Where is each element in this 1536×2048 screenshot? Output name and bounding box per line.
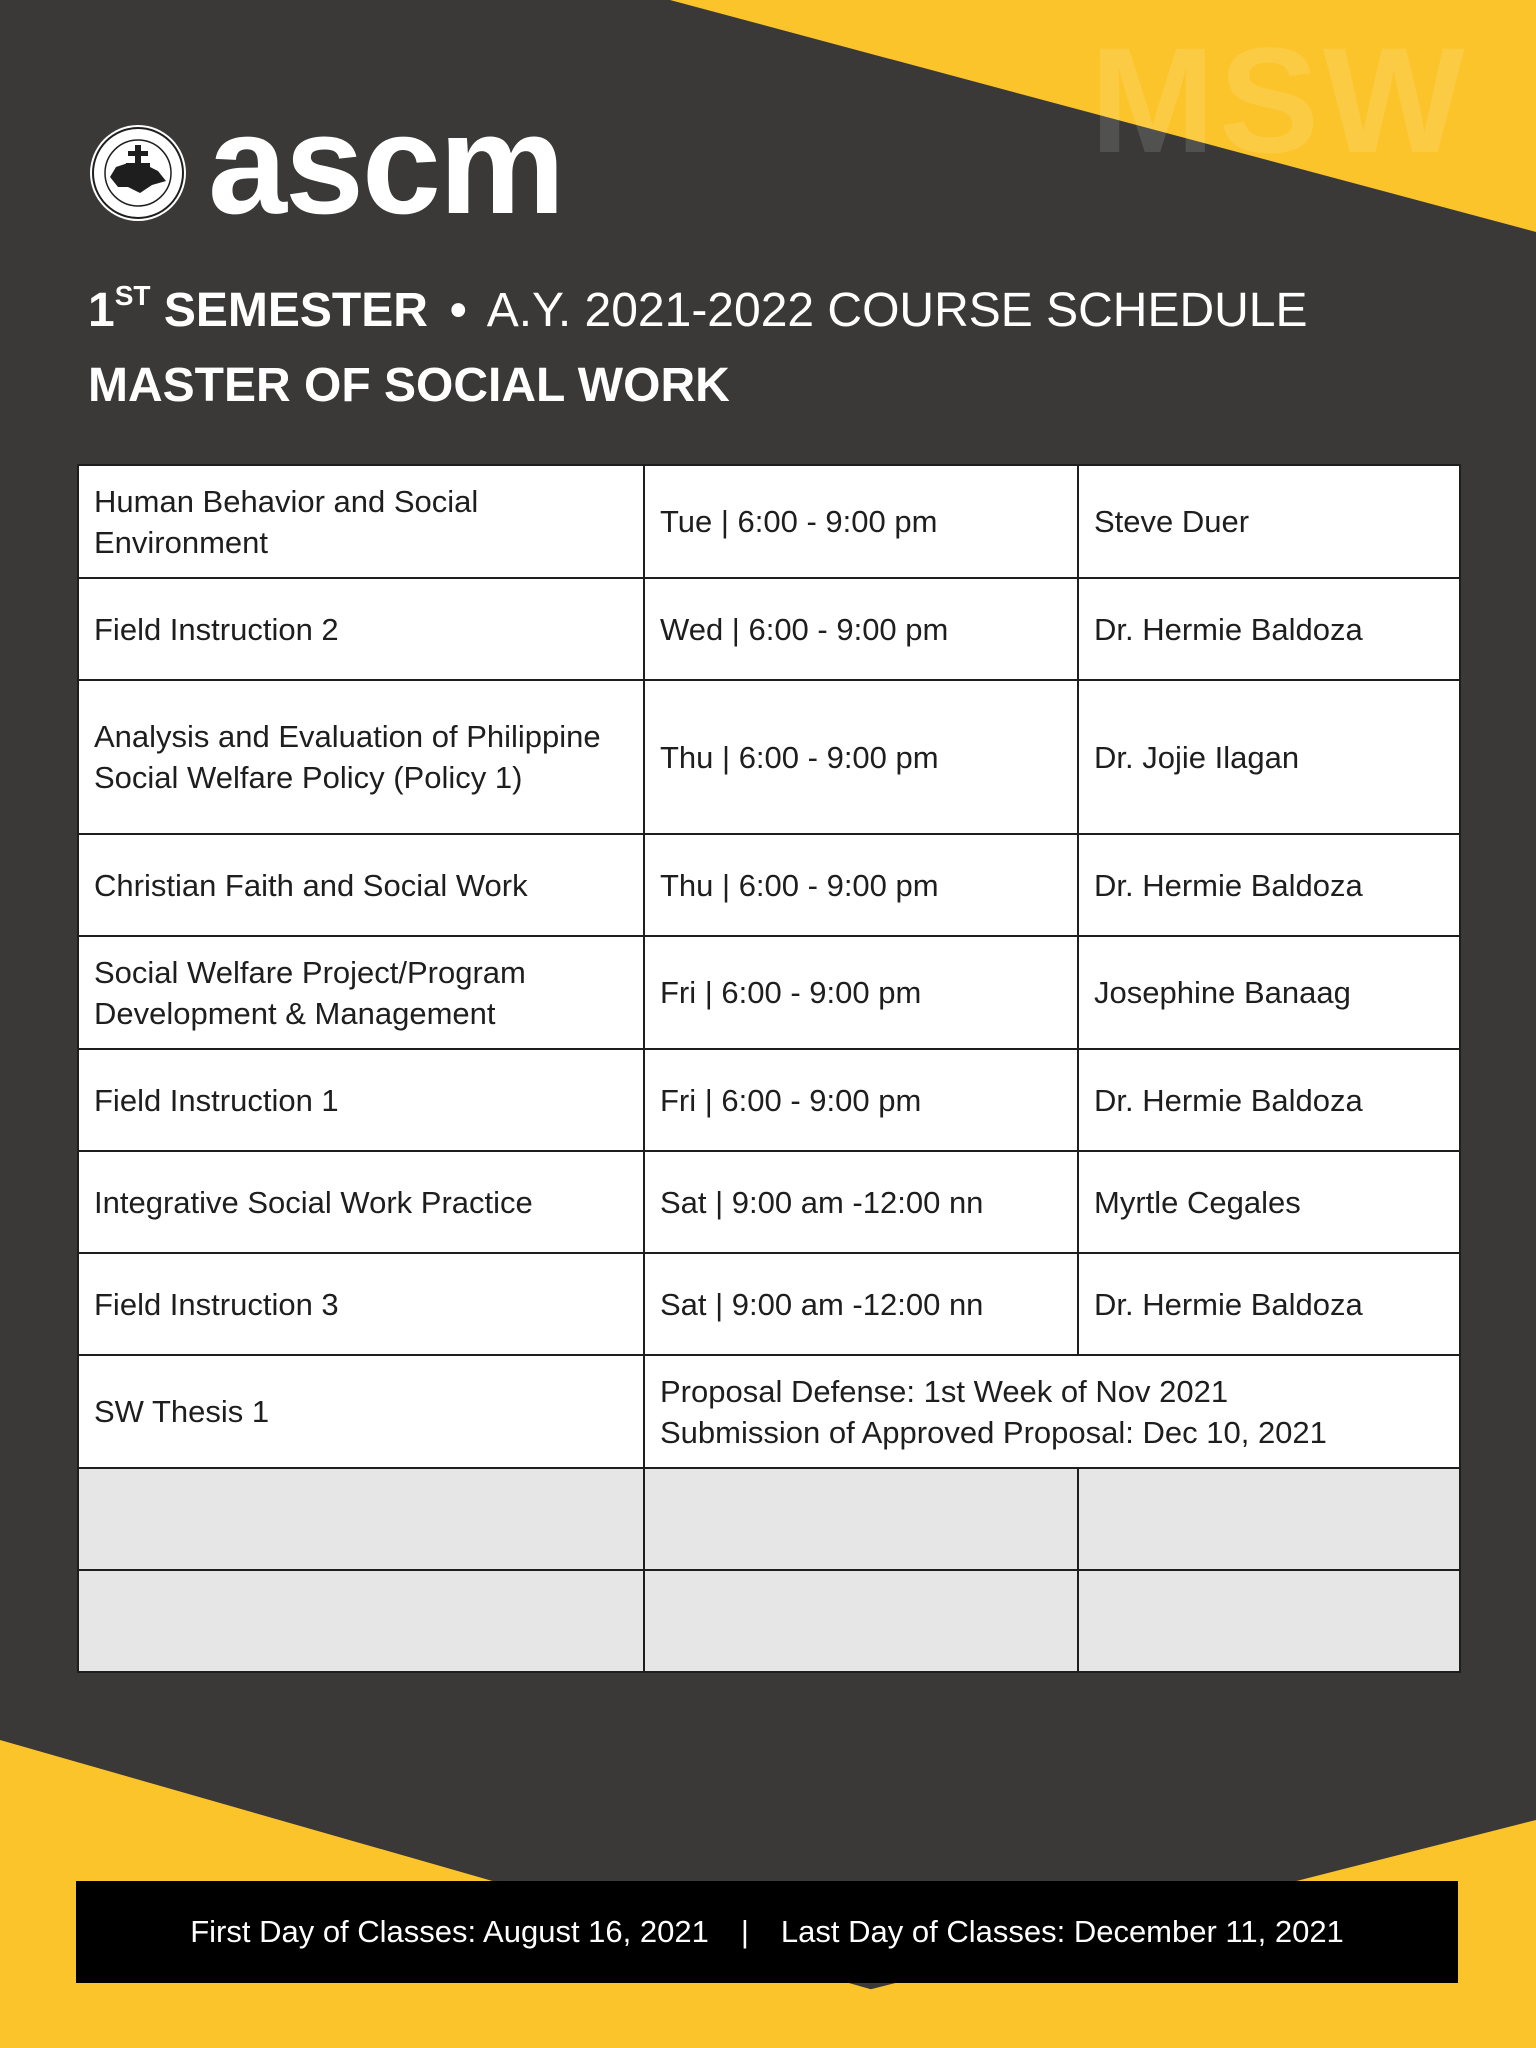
semester-suffix: ST (114, 280, 151, 311)
watermark-msw: MSW (1090, 16, 1469, 184)
time-cell: Sat | 9:00 am -12:00 nn (644, 1253, 1078, 1355)
course-cell: Field Instruction 2 (78, 578, 644, 680)
empty-cell (644, 1570, 1078, 1672)
time-cell: Wed | 6:00 - 9:00 pm (644, 578, 1078, 680)
instructor-cell: Josephine Banaag (1078, 936, 1460, 1049)
table-row-empty (78, 1570, 1460, 1672)
instructor-cell: Dr. Hermie Baldoza (1078, 834, 1460, 936)
table-row (78, 680, 1460, 834)
empty-cell (1078, 1468, 1460, 1570)
empty-cell (644, 1468, 1078, 1570)
course-cell: Analysis and Evaluation of Philippine Social Welfare Policy (Policy 1) (78, 680, 644, 834)
thesis-notes-cell (644, 1355, 1460, 1468)
table-row (78, 1253, 1460, 1355)
course-cell: Field Instruction 3 (78, 1253, 644, 1355)
table-row (78, 1049, 1460, 1151)
time-cell: Thu | 6:00 - 9:00 pm (644, 834, 1078, 936)
empty-cell (78, 1468, 644, 1570)
logo (88, 85, 564, 244)
empty-cell (78, 1570, 644, 1672)
time-cell: Fri | 6:00 - 9:00 pm (644, 936, 1078, 1049)
last-day-of-classes: Last Day of Classes: December 11, 2021 (780, 1914, 1344, 1949)
first-day-of-classes: First Day of Classes: August 16, 2021 (190, 1914, 709, 1949)
instructor-cell: Dr. Hermie Baldoza (1078, 578, 1460, 680)
semester-heading (88, 270, 1308, 341)
course-cell: SW Thesis 1 (78, 1355, 644, 1468)
footer-banner (76, 1881, 1458, 1983)
instructor-cell: Myrtle Cegales (1078, 1151, 1460, 1253)
semester-number: 1 (88, 284, 115, 337)
seal-icon (88, 123, 188, 223)
course-cell: Field Instruction 1 (78, 1049, 644, 1151)
academic-year: A.Y. 2021-2022 COURSE SCHEDULE (486, 284, 1308, 337)
thesis-submission: Submission of Approved Proposal: Dec 10, 2021 (660, 1414, 1327, 1450)
table-row (78, 578, 1460, 680)
course-cell: Social Welfare Project/Program Development & Management (78, 936, 644, 1049)
footer-separator: | (740, 1914, 749, 1949)
time-cell: Thu | 6:00 - 9:00 pm (644, 680, 1078, 834)
course-cell: Human Behavior and Social Environment (78, 465, 644, 578)
time-cell: Sat | 9:00 am -12:00 nn (644, 1151, 1078, 1253)
table-row (78, 465, 1460, 578)
instructor-cell: Steve Duer (1078, 465, 1460, 578)
table-row (78, 834, 1460, 936)
semester-word: SEMESTER (163, 284, 428, 337)
instructor-cell: Dr. Hermie Baldoza (1078, 1253, 1460, 1355)
empty-cell (1078, 1570, 1460, 1672)
course-cell: Christian Faith and Social Work (78, 834, 644, 936)
table-row-thesis (78, 1355, 1460, 1468)
table-row-empty (78, 1468, 1460, 1570)
program-title: MASTER OF SOCIAL WORK (88, 359, 730, 412)
instructor-cell: Dr. Hermie Baldoza (1078, 1049, 1460, 1151)
schedule-table (77, 464, 1461, 1673)
thesis-proposal-defense: Proposal Defense: 1st Week of Nov 2021 (660, 1373, 1229, 1409)
heading-bullet: • (449, 284, 467, 337)
time-cell: Fri | 6:00 - 9:00 pm (644, 1049, 1078, 1151)
instructor-cell: Dr. Jojie Ilagan (1078, 680, 1460, 834)
table-row (78, 936, 1460, 1049)
logo-wordmark: ascm (208, 85, 564, 244)
course-cell: Integrative Social Work Practice (78, 1151, 644, 1253)
table-row (78, 1151, 1460, 1253)
time-cell: Tue | 6:00 - 9:00 pm (644, 465, 1078, 578)
